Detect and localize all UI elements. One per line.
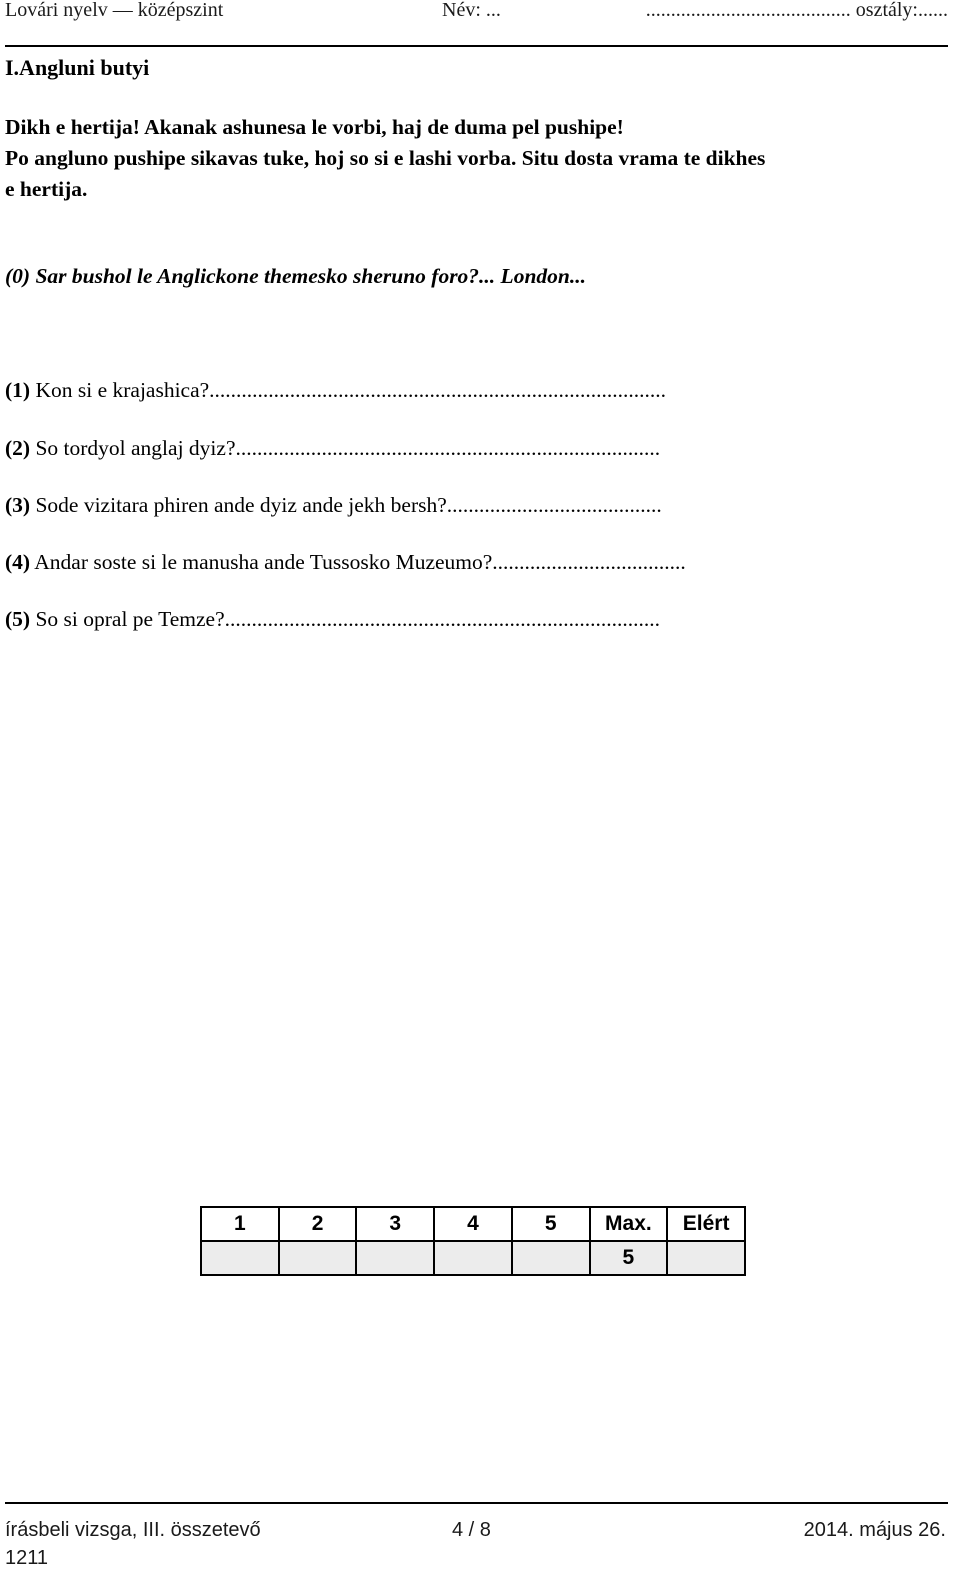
example-question: (0) Sar bushol le Anglickone themesko sheruno foro?... London...: [5, 264, 586, 288]
question-text: So tordyol anglaj dyiz?...............................................................................: [35, 436, 661, 460]
score-cell-2[interactable]: [279, 1241, 357, 1275]
question-number: (1): [5, 378, 31, 402]
score-cell-1[interactable]: [201, 1241, 279, 1275]
score-header-row: [201, 1207, 745, 1241]
question-text: Kon si e krajashica?.....................................................................................: [35, 378, 667, 402]
score-cell-3[interactable]: [356, 1241, 434, 1275]
question-text: So si opral pe Temze?.................................................................................: [35, 607, 660, 631]
footer-code: 1211: [5, 1547, 49, 1569]
question-number: (4): [5, 550, 31, 574]
section-title: I.Angluni butyi: [5, 55, 150, 80]
question-2[interactable]: [5, 436, 660, 461]
score-value-row: [201, 1241, 745, 1275]
instruction-line: Dikh e hertija! Akanak ashunesa le vorbi, haj de duma pel pushipe!: [5, 115, 624, 139]
question-number: (3): [5, 493, 31, 517]
instruction-line: e hertija.: [5, 177, 88, 201]
score-header-cell: Max.: [590, 1207, 668, 1241]
score-max: 5: [590, 1241, 668, 1275]
question-5[interactable]: [5, 607, 660, 632]
header-subject: Lovári nyelv — középszint: [5, 0, 224, 21]
question-1[interactable]: [5, 378, 666, 403]
score-cell-5[interactable]: [512, 1241, 590, 1275]
footer-exam-part: írásbeli vizsga, III. összetevő: [5, 1519, 261, 1541]
question-4[interactable]: [5, 550, 686, 575]
question-text: Andar soste si le manusha ande Tussosko Muzeumo?....................................: [34, 550, 686, 574]
header-name-field: Név: ...: [442, 0, 501, 21]
footer-date: 2014. május 26.: [803, 1519, 946, 1541]
footer-page-number: 4 / 8: [452, 1519, 491, 1541]
page-header: [5, 0, 948, 40]
instructions: [5, 112, 945, 205]
header-divider: [5, 45, 948, 47]
score-achieved[interactable]: [667, 1241, 745, 1275]
score-header-cell: 1: [201, 1207, 279, 1241]
question-3[interactable]: [5, 493, 662, 518]
question-number: (5): [5, 607, 31, 631]
score-header-cell: 4: [434, 1207, 512, 1241]
question-text: Sode vizitara phiren ande dyiz ande jekh bersh?........................................: [35, 493, 662, 517]
score-cell-4[interactable]: [434, 1241, 512, 1275]
score-header-cell: 3: [356, 1207, 434, 1241]
score-header-cell: 5: [512, 1207, 590, 1241]
instruction-line: Po angluno pushipe sikavas tuke, hoj so si e lashi vorba. Situ dosta vrama te dikhes: [5, 146, 766, 170]
score-header-cell: 2: [279, 1207, 357, 1241]
footer-divider: [5, 1502, 948, 1504]
question-number: (2): [5, 436, 31, 460]
score-table: [200, 1206, 746, 1276]
header-class-field: ......................................... osztály:......: [645, 0, 948, 21]
score-header-cell: Elért: [667, 1207, 745, 1241]
